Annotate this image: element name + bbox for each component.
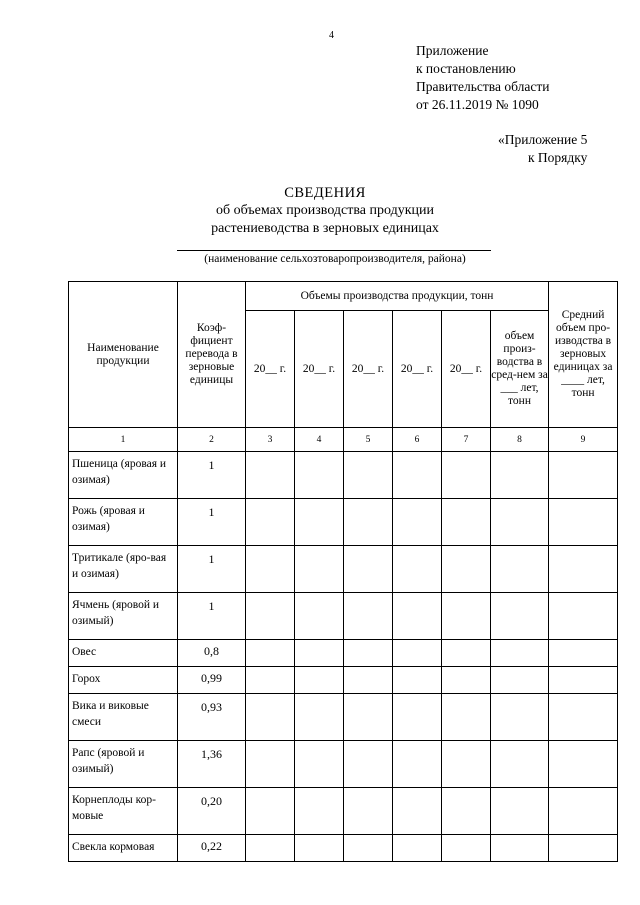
product-name: Корнеплоды кор-мовые	[69, 788, 178, 835]
header-volumes-group: Объемы производства продукции, тонн	[246, 282, 549, 311]
empty-cell	[344, 741, 393, 788]
empty-cell	[344, 593, 393, 640]
empty-cell	[246, 593, 295, 640]
signature-line	[177, 250, 491, 251]
empty-cell	[295, 546, 344, 593]
appendix-line: к постановлению	[416, 61, 516, 76]
column-number: 4	[295, 428, 344, 452]
column-number: 6	[393, 428, 442, 452]
product-name: Горох	[69, 667, 178, 694]
empty-cell	[549, 499, 618, 546]
product-name: Пшеница (яровая и озимая)	[69, 452, 178, 499]
page-number: 4	[329, 30, 334, 41]
empty-cell	[491, 694, 549, 741]
empty-cell	[491, 546, 549, 593]
header-coef: Коэф-фициент перевода в зерновые единицы	[178, 282, 246, 428]
conversion-coefficient: 0,20	[178, 788, 246, 835]
column-number: 7	[442, 428, 491, 452]
empty-cell	[246, 788, 295, 835]
header-year: 20__ г.	[246, 311, 295, 428]
empty-cell	[491, 593, 549, 640]
empty-cell	[344, 694, 393, 741]
table-row	[69, 694, 618, 741]
product-name: Свекла кормовая	[69, 835, 178, 862]
empty-cell	[295, 499, 344, 546]
empty-cell	[295, 593, 344, 640]
table-row	[69, 546, 618, 593]
product-name: Рожь (яровая и озимая)	[69, 499, 178, 546]
header-avg-years: объем произ-водства в сред-нем за ___ лет, тонн	[491, 311, 549, 428]
empty-cell	[491, 667, 549, 694]
empty-cell	[295, 640, 344, 667]
empty-cell	[491, 452, 549, 499]
empty-cell	[393, 788, 442, 835]
conversion-coefficient: 0,8	[178, 640, 246, 667]
empty-cell	[344, 640, 393, 667]
appendix5-header	[498, 131, 587, 167]
empty-cell	[549, 694, 618, 741]
product-name: Рапс (яровой и озимый)	[69, 741, 178, 788]
empty-cell	[393, 593, 442, 640]
conversion-coefficient: 1	[178, 499, 246, 546]
empty-cell	[295, 667, 344, 694]
product-name: Вика и виковые смеси	[69, 694, 178, 741]
header-year: 20__ г.	[344, 311, 393, 428]
empty-cell	[246, 640, 295, 667]
header-year: 20__ г.	[295, 311, 344, 428]
table-row	[69, 640, 618, 667]
empty-cell	[246, 452, 295, 499]
appendix-line: Правительства области	[416, 79, 550, 94]
conversion-coefficient: 1	[178, 593, 246, 640]
empty-cell	[442, 788, 491, 835]
empty-cell	[295, 788, 344, 835]
conversion-coefficient: 0,22	[178, 835, 246, 862]
appendix5-line: «Приложение 5	[498, 132, 588, 147]
conversion-coefficient: 0,93	[178, 694, 246, 741]
empty-cell	[442, 640, 491, 667]
column-number-row	[69, 428, 618, 452]
table-row	[69, 835, 618, 862]
empty-cell	[246, 741, 295, 788]
empty-cell	[491, 640, 549, 667]
table-row	[69, 499, 618, 546]
header-year: 20__ г.	[393, 311, 442, 428]
empty-cell	[246, 694, 295, 741]
header-year: 20__ г.	[442, 311, 491, 428]
table-row	[69, 452, 618, 499]
empty-cell	[442, 835, 491, 862]
title-line: растениеводства в зерновых единицах	[211, 221, 439, 236]
empty-cell	[491, 835, 549, 862]
empty-cell	[393, 667, 442, 694]
header-name: Наименование продукции	[69, 282, 178, 428]
empty-cell	[344, 452, 393, 499]
empty-cell	[442, 694, 491, 741]
empty-cell	[442, 499, 491, 546]
empty-cell	[344, 835, 393, 862]
empty-cell	[393, 546, 442, 593]
document-title	[180, 184, 470, 238]
table-row	[69, 788, 618, 835]
empty-cell	[246, 667, 295, 694]
empty-cell	[393, 499, 442, 546]
column-number: 3	[246, 428, 295, 452]
empty-cell	[549, 546, 618, 593]
empty-cell	[295, 835, 344, 862]
header-avg-grain: Средний объем про-изводства в зерновых единицах за ____ лет, тонн	[549, 282, 618, 428]
column-number: 5	[344, 428, 393, 452]
empty-cell	[549, 741, 618, 788]
empty-cell	[442, 593, 491, 640]
conversion-coefficient: 1	[178, 452, 246, 499]
table-row	[69, 741, 618, 788]
empty-cell	[549, 452, 618, 499]
empty-cell	[393, 640, 442, 667]
empty-cell	[491, 788, 549, 835]
empty-cell	[549, 788, 618, 835]
empty-cell	[491, 741, 549, 788]
empty-cell	[344, 499, 393, 546]
empty-cell	[344, 667, 393, 694]
production-table	[68, 281, 618, 862]
column-number: 8	[491, 428, 549, 452]
conversion-coefficient: 1,36	[178, 741, 246, 788]
empty-cell	[393, 694, 442, 741]
appendix5-line: к Порядку	[527, 150, 588, 165]
empty-cell	[442, 452, 491, 499]
empty-cell	[246, 499, 295, 546]
empty-cell	[246, 835, 295, 862]
table-row	[69, 667, 618, 694]
appendix-line: Приложение	[416, 43, 489, 58]
appendix-header	[416, 42, 549, 114]
empty-cell	[344, 788, 393, 835]
column-number: 1	[69, 428, 178, 452]
empty-cell	[295, 694, 344, 741]
empty-cell	[491, 499, 549, 546]
title-main: СВЕДЕНИЯ	[284, 185, 366, 201]
empty-cell	[549, 640, 618, 667]
empty-cell	[549, 835, 618, 862]
empty-cell	[442, 667, 491, 694]
empty-cell	[549, 593, 618, 640]
table-body	[69, 452, 618, 862]
empty-cell	[442, 741, 491, 788]
table-row	[69, 593, 618, 640]
product-name: Тритикале (яро-вая и озимая)	[69, 546, 178, 593]
empty-cell	[393, 452, 442, 499]
signature-caption: (наименование сельхозтоваропроизводителя, района)	[204, 253, 466, 265]
appendix-line: от 26.11.2019 № 1090	[416, 97, 539, 112]
column-number: 2	[178, 428, 246, 452]
empty-cell	[393, 835, 442, 862]
empty-cell	[549, 667, 618, 694]
empty-cell	[393, 741, 442, 788]
product-name: Ячмень (яровой и озимый)	[69, 593, 178, 640]
empty-cell	[295, 452, 344, 499]
conversion-coefficient: 1	[178, 546, 246, 593]
empty-cell	[295, 741, 344, 788]
conversion-coefficient: 0,99	[178, 667, 246, 694]
empty-cell	[344, 546, 393, 593]
product-name: Овес	[69, 640, 178, 667]
empty-cell	[442, 546, 491, 593]
empty-cell	[246, 546, 295, 593]
title-line: об объемах производства продукции	[215, 203, 435, 218]
column-number: 9	[549, 428, 618, 452]
